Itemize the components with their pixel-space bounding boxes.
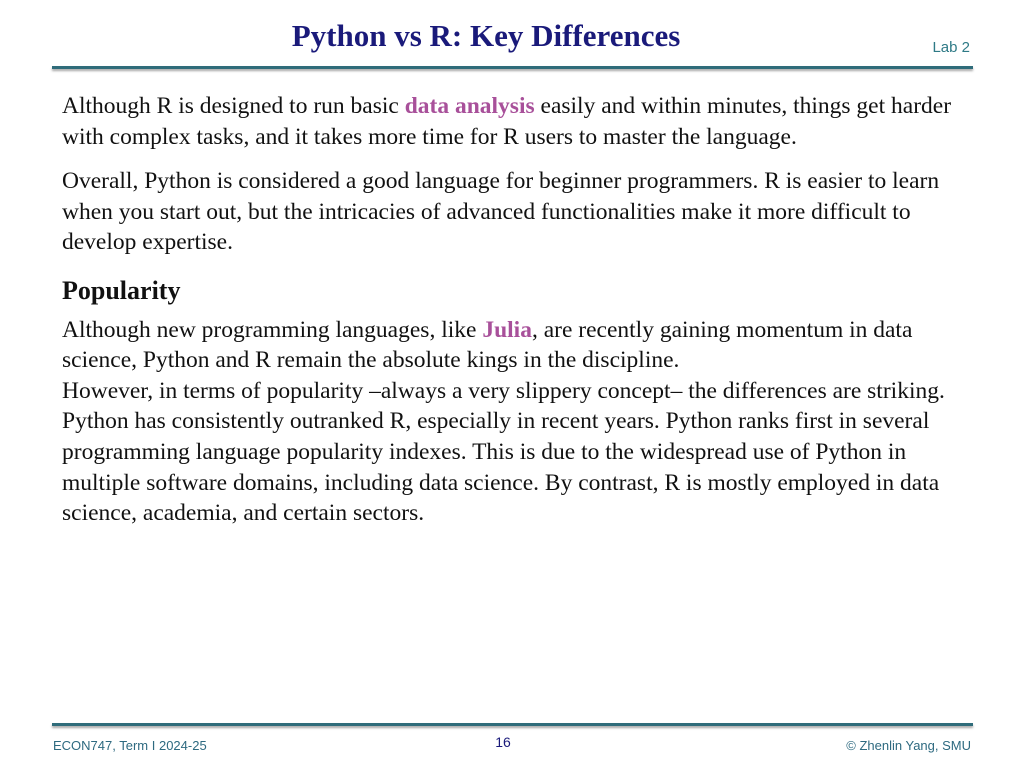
slide-title: Python vs R: Key Differences: [291, 18, 681, 53]
paragraph-popularity-text-1: Although new programming languages, like: [62, 316, 483, 343]
section-heading-popularity: Popularity: [62, 275, 181, 305]
highlight-data-analysis: data analysis: [404, 93, 535, 119]
paragraph-intro: [62, 91, 972, 152]
paragraph-intro-text-2: easily and within minutes, things get harder with complex tasks, and it takes more time for R users to master the language.: [62, 93, 952, 150]
header-divider: [52, 66, 973, 69]
lab-label: Lab 2: [932, 39, 970, 56]
paragraph-intro-text-1: Although R is designed to run basic: [62, 93, 405, 119]
footer-divider: [52, 723, 973, 726]
slide-content: [62, 91, 972, 543]
paragraph-popularity-text-3: However, in terms of popularity –always a very slippery concept– the differences are striking. Python has consistently outranked R, especially in recent years. Python ranks first in several programming language popularity indexes. This is due to the widespread use of Python in multiple software domains, including data science. By contrast, R is mostly employed in data science, academia, and certain sectors.: [62, 377, 945, 527]
footer-copyright: © Zhenlin Yang, SMU: [846, 738, 971, 753]
highlight-julia: Julia: [482, 316, 532, 343]
paragraph-popularity: [62, 315, 972, 529]
page-number: 16: [495, 734, 511, 750]
paragraph-popularity-text-2: , are recently gaining momentum in data science, Python and R remain the absolute kings in the discipline.: [62, 316, 913, 374]
footer-course: ECON747, Term I 2024-25: [53, 738, 207, 753]
paragraph-overall: Overall, Python is considered a good language for beginner programmers. R is easier to learn when you start out, but the intricacies of advanced functionalities make it more difficult to develop expertise.: [62, 168, 940, 256]
